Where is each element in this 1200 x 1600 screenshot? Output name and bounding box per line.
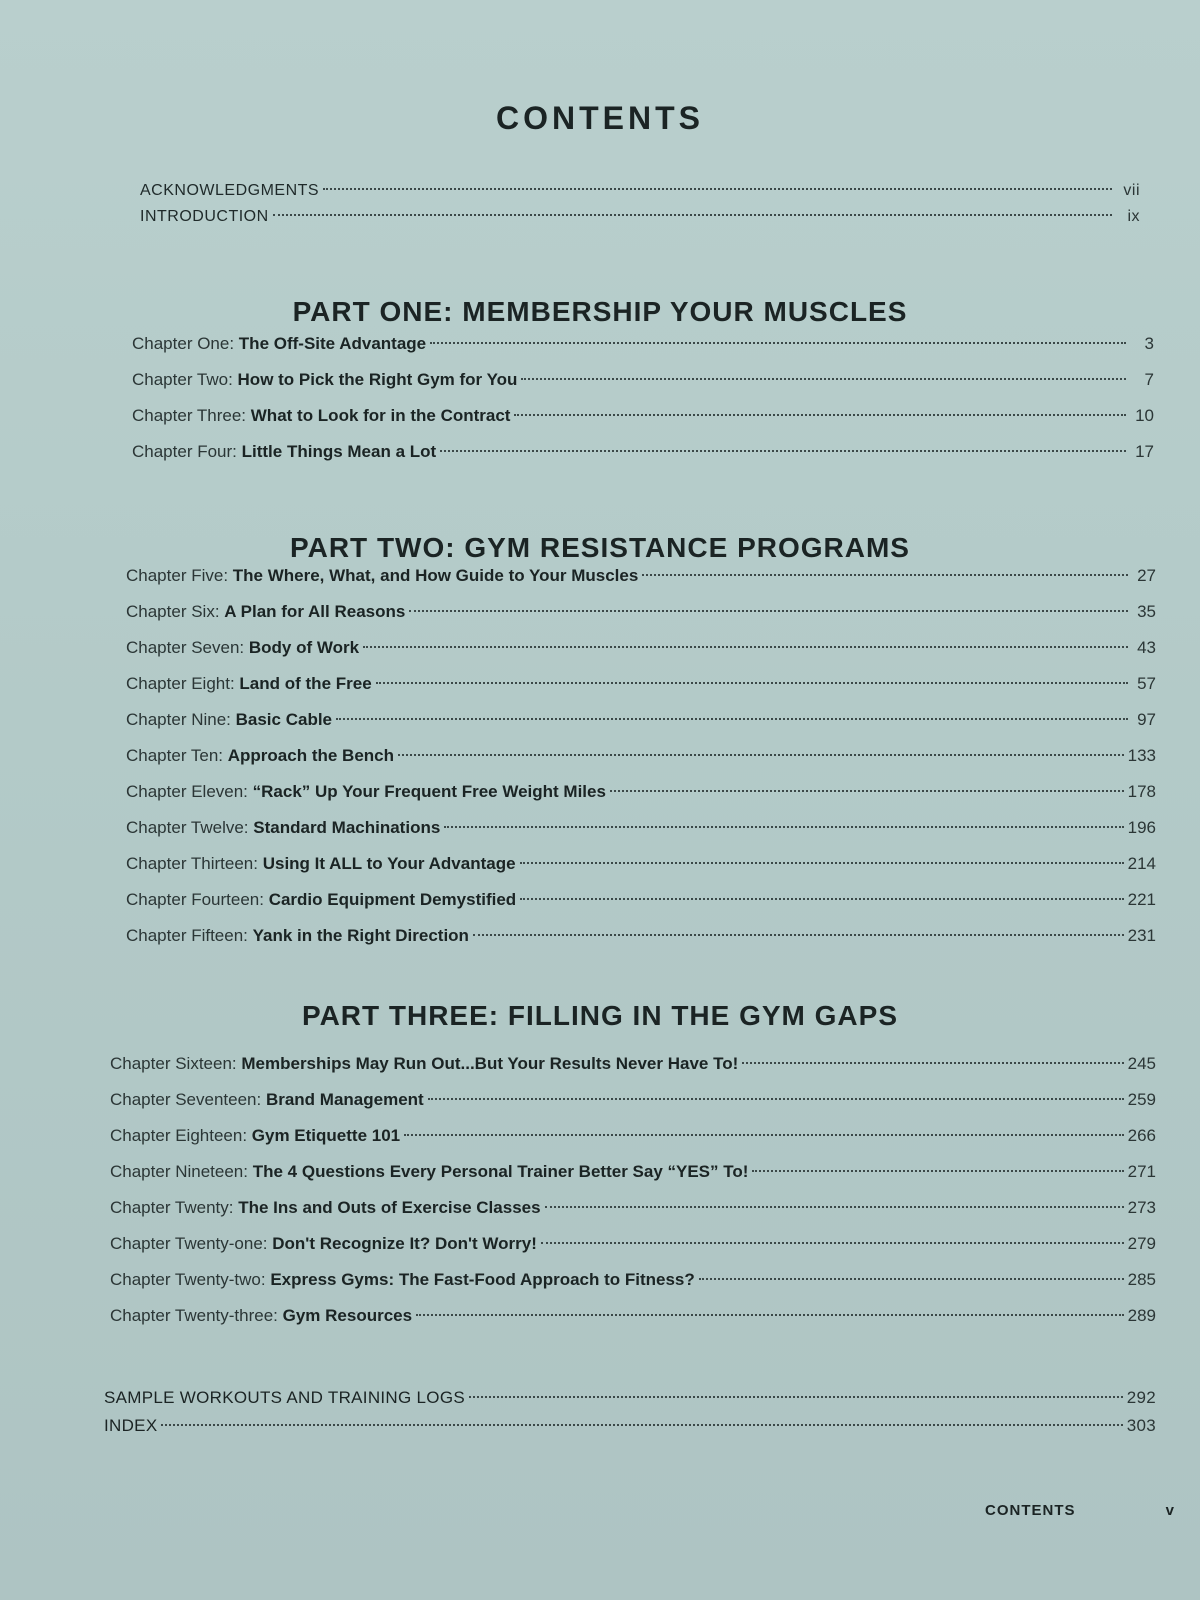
chapter-entry[interactable]	[110, 1154, 1156, 1190]
chapter-title: Brand Management	[265, 1090, 424, 1109]
chapter-page: 97	[1137, 710, 1156, 729]
dot-leader	[610, 790, 1124, 792]
dot-leader	[473, 934, 1124, 936]
chapter-entry[interactable]	[110, 1262, 1156, 1298]
toc-entry[interactable]	[140, 204, 1140, 230]
toc-entry[interactable]	[140, 178, 1140, 204]
chapter-number: Chapter Seven:	[126, 638, 245, 657]
chapter-number: Chapter Twenty-three:	[110, 1306, 278, 1325]
dot-leader	[161, 1424, 1122, 1426]
chapter-number: Chapter Four:	[132, 442, 237, 461]
chapter-number: Chapter Five:	[126, 566, 229, 585]
part-heading: PART THREE: FILLING IN THE GYM GAPS	[301, 1000, 899, 1031]
part-heading: PART TWO: GYM RESISTANCE PROGRAMS	[290, 532, 910, 563]
chapter-title: Don't Recognize It? Don't Worry!	[272, 1234, 537, 1253]
entry-page: vii	[1123, 182, 1140, 199]
chapter-title: Basic Cable	[235, 710, 333, 729]
chapter-page: 43	[1137, 638, 1156, 657]
entry-name: ACKNOWLEDGMENTS	[140, 182, 320, 199]
chapter-page: 3	[1144, 334, 1154, 353]
chapter-title: Yank in the Right Direction	[252, 926, 469, 945]
part-heading: PART ONE: MEMBERSHIP YOUR MUSCLES	[292, 296, 908, 327]
entry-name: INTRODUCTION	[140, 208, 269, 225]
chapter-title: Express Gyms: The Fast-Food Approach to Fitness?	[270, 1270, 695, 1289]
chapter-entry[interactable]	[132, 362, 1154, 398]
dot-leader	[416, 1314, 1124, 1316]
chapter-entry[interactable]	[126, 666, 1156, 702]
dot-leader	[409, 610, 1128, 612]
dot-leader	[444, 826, 1123, 828]
dot-leader	[363, 646, 1128, 648]
chapter-page: 273	[1127, 1198, 1156, 1217]
chapter-page: 266	[1127, 1126, 1156, 1145]
chapter-entry[interactable]	[126, 594, 1156, 630]
chapter-page: 214	[1127, 854, 1156, 873]
chapter-entry[interactable]	[126, 558, 1156, 594]
chapter-number: Chapter Thirteen:	[126, 854, 258, 873]
chapter-entry[interactable]	[110, 1082, 1156, 1118]
dot-leader	[752, 1170, 1123, 1172]
dot-leader	[336, 718, 1128, 720]
dot-leader	[440, 450, 1126, 452]
chapter-number: Chapter Sixteen:	[110, 1054, 237, 1073]
entry-name: SAMPLE WORKOUTS AND TRAINING LOGS	[104, 1388, 465, 1407]
chapter-page: 57	[1137, 674, 1156, 693]
toc-entry[interactable]	[104, 1412, 1156, 1440]
chapter-entry[interactable]	[126, 810, 1156, 846]
chapter-page: 245	[1127, 1054, 1156, 1073]
chapter-page: 289	[1127, 1306, 1156, 1325]
chapter-entry[interactable]	[110, 1118, 1156, 1154]
dot-leader	[273, 214, 1112, 216]
chapter-page: 259	[1127, 1090, 1156, 1109]
chapter-title: Memberships May Run Out...But Your Results Never Have To!	[241, 1054, 739, 1073]
chapter-number: Chapter Ten:	[126, 746, 224, 765]
chapter-page: 178	[1127, 782, 1156, 801]
chapter-number: Chapter Eighteen:	[110, 1126, 248, 1145]
page-footer	[985, 1502, 1175, 1519]
chapter-page: 271	[1127, 1162, 1156, 1181]
chapter-number: Chapter Twenty:	[110, 1198, 234, 1217]
chapter-page: 35	[1137, 602, 1156, 621]
chapter-entry[interactable]	[126, 738, 1156, 774]
chapter-entry[interactable]	[110, 1190, 1156, 1226]
dot-leader	[520, 862, 1124, 864]
chapter-page: 133	[1127, 746, 1156, 765]
chapter-title: “Rack” Up Your Frequent Free Weight Miles	[252, 782, 606, 801]
page-number: v	[1165, 1502, 1175, 1519]
part-two-chapter-list	[126, 558, 1156, 954]
chapter-entry[interactable]	[126, 918, 1156, 954]
chapter-number: Chapter Eleven:	[126, 782, 248, 801]
chapter-number: Chapter Twelve:	[126, 818, 249, 837]
chapter-number: Chapter Three:	[132, 406, 247, 425]
dot-leader	[520, 898, 1123, 900]
dot-leader	[514, 414, 1126, 416]
page-title: CONTENTS	[496, 100, 704, 136]
chapter-title: The Off-Site Advantage	[238, 334, 427, 353]
dot-leader	[545, 1206, 1124, 1208]
chapter-title: Gym Resources	[282, 1306, 413, 1325]
chapter-title: Standard Machinations	[253, 818, 441, 837]
chapter-number: Chapter Nineteen:	[110, 1162, 248, 1181]
chapter-title: The 4 Questions Every Personal Trainer Better Say “YES” To!	[252, 1162, 749, 1181]
chapter-entry[interactable]	[126, 882, 1156, 918]
chapter-entry[interactable]	[110, 1046, 1156, 1082]
entry-page: 303	[1126, 1416, 1156, 1435]
chapter-title: A Plan for All Reasons	[224, 602, 406, 621]
chapter-page: 285	[1127, 1270, 1156, 1289]
dot-leader	[428, 1098, 1124, 1100]
running-head: CONTENTS	[985, 1502, 1076, 1519]
chapter-title: Body of Work	[248, 638, 360, 657]
chapter-number: Chapter Twenty-one:	[110, 1234, 268, 1253]
chapter-entry[interactable]	[110, 1298, 1156, 1334]
chapter-title: Gym Etiquette 101	[251, 1126, 401, 1145]
chapter-entry[interactable]	[126, 774, 1156, 810]
dot-leader	[642, 574, 1128, 576]
chapter-title: What to Look for in the Contract	[250, 406, 511, 425]
chapter-page: 221	[1127, 890, 1156, 909]
chapter-title: Approach the Bench	[227, 746, 395, 765]
chapter-page: 10	[1135, 406, 1154, 425]
chapter-page: 7	[1144, 370, 1154, 389]
chapter-number: Chapter Six:	[126, 602, 220, 621]
dot-leader	[469, 1396, 1123, 1398]
dot-leader	[699, 1278, 1124, 1280]
chapter-number: Chapter Seventeen:	[110, 1090, 262, 1109]
chapter-title: Cardio Equipment Demystified	[268, 890, 517, 909]
chapter-title: How to Pick the Right Gym for You	[237, 370, 518, 389]
chapter-entry[interactable]	[110, 1226, 1156, 1262]
chapter-entry[interactable]	[132, 434, 1154, 470]
chapter-page: 17	[1135, 442, 1154, 461]
chapter-page: 231	[1127, 926, 1156, 945]
chapter-number: Chapter One:	[132, 334, 235, 353]
dot-leader	[376, 682, 1128, 684]
chapter-entry[interactable]	[132, 398, 1154, 434]
chapter-number: Chapter Nine:	[126, 710, 231, 729]
chapter-number: Chapter Fourteen:	[126, 890, 264, 909]
chapter-entry[interactable]	[126, 630, 1156, 666]
chapter-entry[interactable]	[132, 326, 1154, 362]
chapter-title: The Ins and Outs of Exercise Classes	[238, 1198, 541, 1217]
chapter-page: 196	[1127, 818, 1156, 837]
chapter-number: Chapter Twenty-two:	[110, 1270, 266, 1289]
dot-leader	[398, 754, 1124, 756]
back-matter-list	[104, 1384, 1156, 1440]
chapter-title: Using It ALL to Your Advantage	[262, 854, 516, 873]
chapter-page: 279	[1127, 1234, 1156, 1253]
dot-leader	[323, 188, 1112, 190]
chapter-title: The Where, What, and How Guide to Your Muscles	[232, 566, 639, 585]
chapter-entry[interactable]	[126, 846, 1156, 882]
dot-leader	[430, 342, 1126, 344]
toc-entry[interactable]	[104, 1384, 1156, 1412]
chapter-number: Chapter Eight:	[126, 674, 235, 693]
entry-name: INDEX	[104, 1416, 158, 1435]
chapter-title: Little Things Mean a Lot	[241, 442, 437, 461]
chapter-page: 27	[1137, 566, 1156, 585]
dot-leader	[541, 1242, 1124, 1244]
dot-leader	[404, 1134, 1124, 1136]
dot-leader	[742, 1062, 1123, 1064]
chapter-entry[interactable]	[126, 702, 1156, 738]
chapter-title: Land of the Free	[239, 674, 372, 693]
dot-leader	[521, 378, 1126, 380]
chapter-number: Chapter Two:	[132, 370, 233, 389]
front-matter-list	[140, 178, 1140, 230]
entry-page: ix	[1127, 208, 1140, 225]
part-one-chapter-list	[132, 326, 1154, 470]
entry-page: 292	[1126, 1388, 1156, 1407]
chapter-number: Chapter Fifteen:	[126, 926, 248, 945]
part-three-chapter-list	[110, 1046, 1156, 1334]
